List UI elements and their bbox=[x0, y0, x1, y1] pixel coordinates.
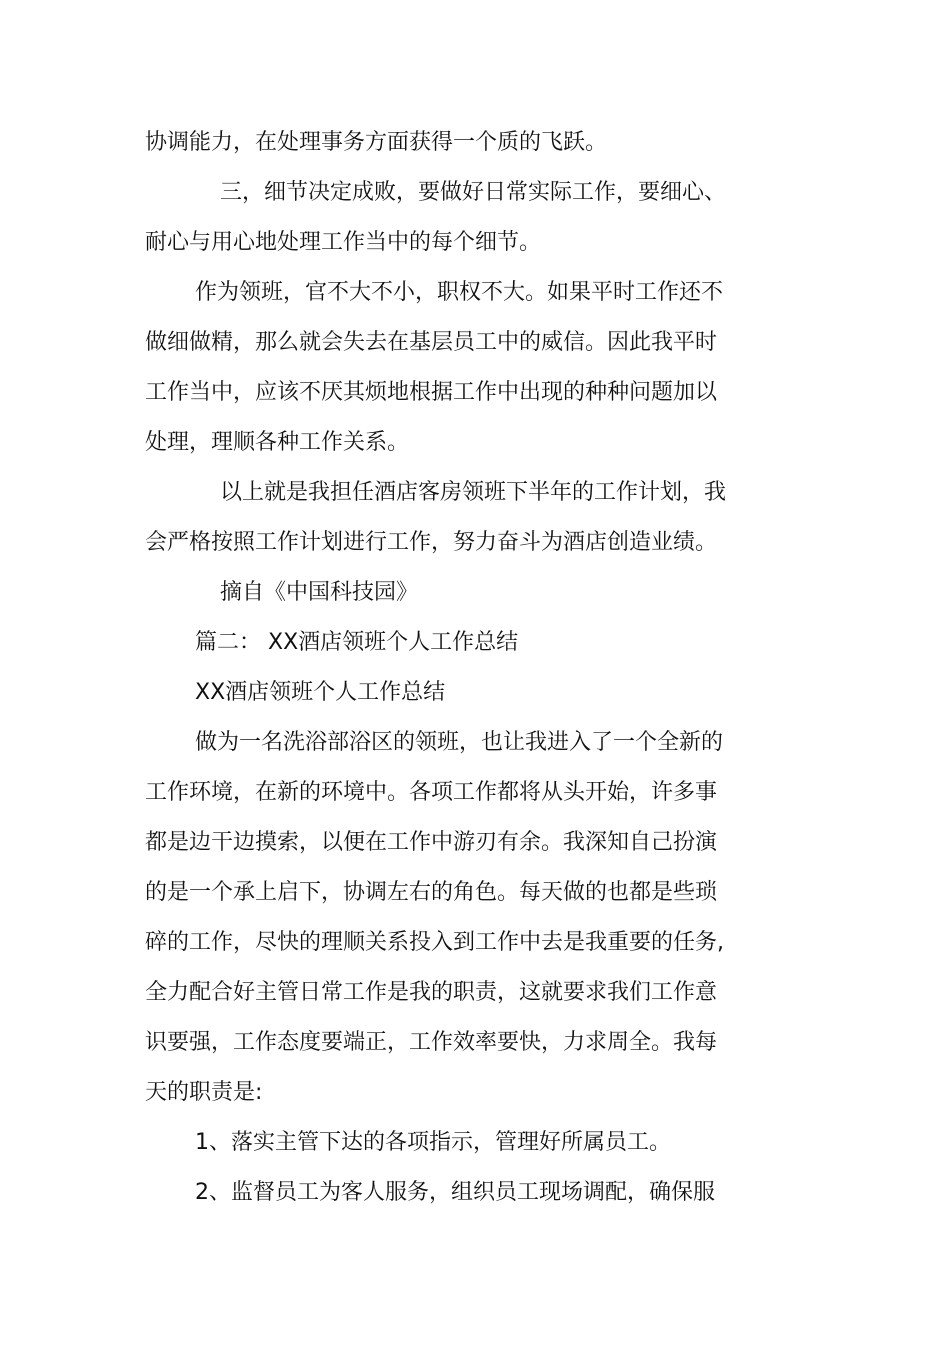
text-line: 天的职责是: bbox=[145, 1080, 263, 1105]
text-line: 碎的工作，尽快的理顺关系投入到工作中去是我重要的任务, bbox=[145, 930, 724, 955]
text-line: 处理，理顺各种工作关系。 bbox=[145, 430, 410, 455]
source-attribution: 摘自《中国科技园》 bbox=[220, 580, 419, 605]
text-line: 作为领班，官不大不小，职权不大。如果平时工作还不 bbox=[195, 280, 724, 305]
text-line: 耐心与用心地处理工作当中的每个细节。 bbox=[145, 230, 542, 255]
text-line: 协调能力，在处理事务方面获得一个质的飞跃。 bbox=[145, 130, 608, 155]
text-line: 工作当中，应该不厌其烦地根据工作中出现的种种问题加以 bbox=[145, 380, 718, 405]
text-line: 做为一名洗浴部浴区的领班，也让我进入了一个全新的 bbox=[195, 730, 724, 755]
list-item: 1、落实主管下达的各项指示，管理好所属员工。 bbox=[195, 1130, 671, 1155]
section-heading: 篇二： XX酒店领班个人工作总结 bbox=[195, 630, 519, 655]
section-title: XX酒店领班个人工作总结 bbox=[195, 680, 446, 705]
text-line: 会严格按照工作计划进行工作，努力奋斗为酒店创造业绩。 bbox=[145, 530, 718, 555]
text-line: 做细做精，那么就会失去在基层员工中的威信。因此我平时 bbox=[145, 330, 718, 355]
text-line: 以上就是我担任酒店客房领班下半年的工作计划，我 bbox=[220, 480, 727, 505]
text-line: 的是一个承上启下，协调左右的角色。每天做的也都是些琐 bbox=[145, 880, 718, 905]
text-line: 都是边干边摸索，以便在工作中游刃有余。我深知自己扮演 bbox=[145, 830, 718, 855]
text-line: 工作环境，在新的环境中。各项工作都将从头开始，许多事 bbox=[145, 780, 718, 805]
text-line: 全力配合好主管日常工作是我的职责，这就要求我们工作意 bbox=[145, 980, 718, 1005]
list-item: 2、监督员工为客人服务，组织员工现场调配，确保服 bbox=[195, 1180, 715, 1205]
text-line: 三，细节决定成败，要做好日常实际工作，要细心、 bbox=[220, 180, 727, 205]
text-line: 识要强，工作态度要端正，工作效率要快，力求周全。我每 bbox=[145, 1030, 718, 1055]
